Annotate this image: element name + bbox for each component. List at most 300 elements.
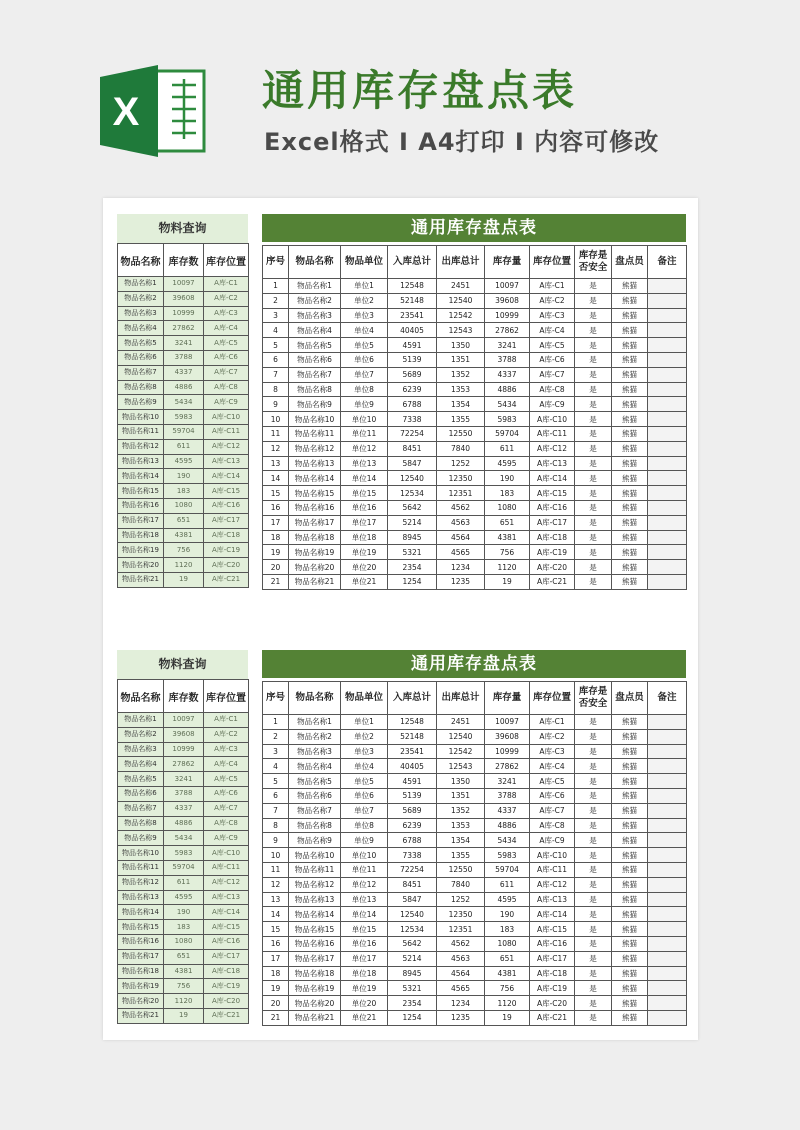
table-cell: 6 bbox=[263, 788, 289, 803]
lookup-row bbox=[118, 816, 249, 831]
table-cell: A库-C13 bbox=[530, 456, 575, 471]
table-cell bbox=[648, 729, 687, 744]
table-cell: 15 bbox=[263, 486, 289, 501]
table-cell bbox=[648, 471, 687, 486]
lookup-row bbox=[118, 742, 249, 757]
table-cell: 5139 bbox=[388, 352, 437, 367]
table-cell: 10097 bbox=[485, 279, 530, 294]
table-cell: 3 bbox=[263, 744, 289, 759]
lookup-cell: 物品名称2 bbox=[118, 727, 164, 742]
table-cell: 物品名称20 bbox=[289, 996, 341, 1011]
lookup-column-header: 库存位置 bbox=[204, 680, 249, 713]
table-cell: 756 bbox=[485, 545, 530, 560]
table-cell: 物品名称14 bbox=[289, 907, 341, 922]
lookup-cell: 物品名称20 bbox=[118, 994, 164, 1009]
table-cell: 8 bbox=[263, 818, 289, 833]
table-cell: 是 bbox=[575, 848, 612, 863]
table-cell: 是 bbox=[575, 560, 612, 575]
table-cell: 7338 bbox=[388, 412, 437, 427]
inventory-column-header: 出库总计 bbox=[437, 682, 485, 715]
table-cell: 单位3 bbox=[341, 744, 388, 759]
lookup-cell: 5983 bbox=[164, 846, 204, 861]
table-cell: A库-C8 bbox=[530, 382, 575, 397]
table-cell: 单位9 bbox=[341, 833, 388, 848]
lookup-cell: 4337 bbox=[164, 801, 204, 816]
table-cell: 是 bbox=[575, 515, 612, 530]
lookup-cell: A库-C3 bbox=[204, 306, 249, 321]
table-cell: 是 bbox=[575, 715, 612, 730]
lookup-cell: A库-C1 bbox=[204, 277, 249, 292]
table-cell: 物品名称8 bbox=[289, 818, 341, 833]
table-cell: A库-C5 bbox=[530, 774, 575, 789]
lookup-cell: A库-C13 bbox=[204, 890, 249, 905]
table-cell: 2451 bbox=[437, 279, 485, 294]
table-cell bbox=[648, 338, 687, 353]
table-cell: 物品名称4 bbox=[289, 759, 341, 774]
lookup-cell: 10999 bbox=[164, 306, 204, 321]
table-row bbox=[263, 848, 687, 863]
lookup-cell: A库-C21 bbox=[204, 1008, 249, 1023]
table-cell: 是 bbox=[575, 382, 612, 397]
table-cell: 9 bbox=[263, 833, 289, 848]
table-cell: 是 bbox=[575, 892, 612, 907]
lookup-cell: A库-C17 bbox=[204, 949, 249, 964]
table-row bbox=[263, 774, 687, 789]
table-cell: 5642 bbox=[388, 936, 437, 951]
table-cell: 27862 bbox=[485, 323, 530, 338]
lookup-cell: 物品名称4 bbox=[118, 321, 164, 336]
table-cell: 39608 bbox=[485, 293, 530, 308]
table-cell: 单位10 bbox=[341, 412, 388, 427]
table-cell bbox=[648, 774, 687, 789]
lookup-cell: A库-C18 bbox=[204, 528, 249, 543]
table-cell: 4886 bbox=[485, 382, 530, 397]
table-cell: 单位13 bbox=[341, 456, 388, 471]
table-cell: 物品名称15 bbox=[289, 922, 341, 937]
table-cell: 物品名称9 bbox=[289, 397, 341, 412]
table-row bbox=[263, 367, 687, 382]
table-cell: 1352 bbox=[437, 803, 485, 818]
table-cell: 单位11 bbox=[341, 426, 388, 441]
table-cell: 9 bbox=[263, 397, 289, 412]
lookup-cell: 物品名称14 bbox=[118, 905, 164, 920]
table-cell: 5434 bbox=[485, 397, 530, 412]
table-cell bbox=[648, 293, 687, 308]
lookup-row bbox=[118, 528, 249, 543]
table-cell: 52148 bbox=[388, 293, 437, 308]
lookup-cell: 物品名称3 bbox=[118, 306, 164, 321]
lookup-cell: A库-C8 bbox=[204, 380, 249, 395]
table-cell: 1355 bbox=[437, 412, 485, 427]
table-cell: 单位17 bbox=[341, 951, 388, 966]
table-cell: 2354 bbox=[388, 996, 437, 1011]
table-cell: 19 bbox=[263, 981, 289, 996]
table-cell: 物品名称13 bbox=[289, 456, 341, 471]
lookup-row bbox=[118, 572, 249, 587]
table-cell: 5689 bbox=[388, 803, 437, 818]
lookup-cell: 3241 bbox=[164, 772, 204, 787]
table-cell: 20 bbox=[263, 560, 289, 575]
table-cell: 12540 bbox=[437, 729, 485, 744]
table-cell bbox=[648, 715, 687, 730]
table-row bbox=[263, 981, 687, 996]
table-cell: 是 bbox=[575, 352, 612, 367]
table-cell: 6 bbox=[263, 352, 289, 367]
table-cell: 是 bbox=[575, 279, 612, 294]
lookup-cell: A库-C7 bbox=[204, 365, 249, 380]
inventory-column-header: 库存量 bbox=[485, 246, 530, 279]
inventory-column-header: 物品名称 bbox=[289, 246, 341, 279]
table-cell: 23541 bbox=[388, 308, 437, 323]
lookup-cell: 4337 bbox=[164, 365, 204, 380]
table-cell: 是 bbox=[575, 574, 612, 589]
lookup-row bbox=[118, 905, 249, 920]
table-cell: 5214 bbox=[388, 951, 437, 966]
table-cell: A库-C2 bbox=[530, 729, 575, 744]
lookup-cell: A库-C18 bbox=[204, 964, 249, 979]
table-cell: 熊猫 bbox=[612, 759, 648, 774]
table-cell: 熊猫 bbox=[612, 308, 648, 323]
lookup-cell: A库-C17 bbox=[204, 513, 249, 528]
table-cell: 12550 bbox=[437, 426, 485, 441]
table-cell: A库-C17 bbox=[530, 515, 575, 530]
table-cell: 熊猫 bbox=[612, 323, 648, 338]
page-header bbox=[0, 0, 800, 190]
table-cell: 熊猫 bbox=[612, 862, 648, 877]
table-cell: 是 bbox=[575, 981, 612, 996]
table-cell: 熊猫 bbox=[612, 877, 648, 892]
table-cell: 10 bbox=[263, 848, 289, 863]
table-cell: 物品名称16 bbox=[289, 500, 341, 515]
lookup-cell: 39608 bbox=[164, 727, 204, 742]
table-cell: 单位18 bbox=[341, 966, 388, 981]
table-cell: 1350 bbox=[437, 774, 485, 789]
lookup-column-header: 物品名称 bbox=[118, 680, 164, 713]
table-cell: 4562 bbox=[437, 500, 485, 515]
lookup-cell: 物品名称16 bbox=[118, 934, 164, 949]
table-cell: 5983 bbox=[485, 848, 530, 863]
table-cell: 5847 bbox=[388, 892, 437, 907]
table-cell: 6239 bbox=[388, 382, 437, 397]
table-cell: 单位12 bbox=[341, 441, 388, 456]
table-cell: A库-C5 bbox=[530, 338, 575, 353]
lookup-cell: 物品名称11 bbox=[118, 424, 164, 439]
lookup-row bbox=[118, 336, 249, 351]
table-cell bbox=[648, 397, 687, 412]
table-cell: 3241 bbox=[485, 338, 530, 353]
table-cell: 4564 bbox=[437, 530, 485, 545]
table-cell: 熊猫 bbox=[612, 382, 648, 397]
table-row bbox=[263, 862, 687, 877]
lookup-row bbox=[118, 321, 249, 336]
lookup-cell: 611 bbox=[164, 439, 204, 454]
table-cell: 1355 bbox=[437, 848, 485, 863]
table-cell: 5214 bbox=[388, 515, 437, 530]
table-row bbox=[263, 759, 687, 774]
lookup-cell: 10999 bbox=[164, 742, 204, 757]
table-cell: 1235 bbox=[437, 574, 485, 589]
table-cell: A库-C3 bbox=[530, 744, 575, 759]
table-cell: 3788 bbox=[485, 788, 530, 803]
inventory-column-header: 出库总计 bbox=[437, 246, 485, 279]
table-cell: 4337 bbox=[485, 367, 530, 382]
table-cell: 熊猫 bbox=[612, 744, 648, 759]
inventory-column-header: 物品名称 bbox=[289, 682, 341, 715]
table-row bbox=[263, 412, 687, 427]
table-row bbox=[263, 456, 687, 471]
table-cell: A库-C7 bbox=[530, 367, 575, 382]
lookup-cell: 物品名称19 bbox=[118, 979, 164, 994]
lookup-cell: A库-C6 bbox=[204, 350, 249, 365]
table-cell: A库-C3 bbox=[530, 308, 575, 323]
table-cell: 183 bbox=[485, 486, 530, 501]
table-cell: 是 bbox=[575, 412, 612, 427]
table-row bbox=[263, 922, 687, 937]
table-cell: 是 bbox=[575, 1010, 612, 1025]
lookup-cell: 物品名称9 bbox=[118, 831, 164, 846]
inventory-column-header: 备注 bbox=[648, 246, 687, 279]
table-cell: 12350 bbox=[437, 471, 485, 486]
table-cell: 单位14 bbox=[341, 471, 388, 486]
table-cell: 单位1 bbox=[341, 715, 388, 730]
lookup-cell: A库-C19 bbox=[204, 543, 249, 558]
table-cell: 是 bbox=[575, 456, 612, 471]
table-cell: 19 bbox=[485, 574, 530, 589]
table-cell: 1 bbox=[263, 279, 289, 294]
table-cell: 物品名称15 bbox=[289, 486, 341, 501]
table-cell: 熊猫 bbox=[612, 441, 648, 456]
table-cell: 是 bbox=[575, 833, 612, 848]
table-cell: A库-C4 bbox=[530, 759, 575, 774]
table-cell: 5321 bbox=[388, 545, 437, 560]
lookup-cell: A库-C7 bbox=[204, 801, 249, 816]
table-cell: 单位2 bbox=[341, 729, 388, 744]
table-cell: 1235 bbox=[437, 1010, 485, 1025]
table-cell: 是 bbox=[575, 545, 612, 560]
lookup-cell: 物品名称15 bbox=[118, 484, 164, 499]
table-cell: 是 bbox=[575, 877, 612, 892]
table-cell: 1234 bbox=[437, 996, 485, 1011]
lookup-cell: 5983 bbox=[164, 410, 204, 425]
table-cell: A库-C16 bbox=[530, 500, 575, 515]
table-cell: 是 bbox=[575, 788, 612, 803]
lookup-cell: 物品名称12 bbox=[118, 439, 164, 454]
table-cell: 5689 bbox=[388, 367, 437, 382]
inventory-column-header: 库存量 bbox=[485, 682, 530, 715]
lookup-cell: 物品名称17 bbox=[118, 949, 164, 964]
table-cell: 熊猫 bbox=[612, 981, 648, 996]
table-cell: 物品名称8 bbox=[289, 382, 341, 397]
table-cell: 5 bbox=[263, 774, 289, 789]
table-cell: 1234 bbox=[437, 560, 485, 575]
lookup-row bbox=[118, 513, 249, 528]
table-row bbox=[263, 1010, 687, 1025]
table-cell: 是 bbox=[575, 907, 612, 922]
table-cell: 单位20 bbox=[341, 560, 388, 575]
table-cell: 4337 bbox=[485, 803, 530, 818]
lookup-cell: 4886 bbox=[164, 380, 204, 395]
table-cell: 熊猫 bbox=[612, 788, 648, 803]
table-cell: 物品名称7 bbox=[289, 367, 341, 382]
table-row bbox=[263, 715, 687, 730]
lookup-cell: 物品名称13 bbox=[118, 890, 164, 905]
table-cell bbox=[648, 382, 687, 397]
inventory-column-header: 盘点员 bbox=[612, 682, 648, 715]
table-cell bbox=[648, 877, 687, 892]
lookup-row bbox=[118, 558, 249, 573]
table-cell: 熊猫 bbox=[612, 966, 648, 981]
table-cell: 是 bbox=[575, 293, 612, 308]
table-cell: 7840 bbox=[437, 877, 485, 892]
table-row bbox=[263, 907, 687, 922]
table-row bbox=[263, 515, 687, 530]
table-cell: 190 bbox=[485, 907, 530, 922]
table-cell: 单位2 bbox=[341, 293, 388, 308]
table-cell: 单位20 bbox=[341, 996, 388, 1011]
lookup-cell: A库-C5 bbox=[204, 336, 249, 351]
table-cell: 6788 bbox=[388, 833, 437, 848]
table-cell: 4381 bbox=[485, 966, 530, 981]
table-cell: 4565 bbox=[437, 981, 485, 996]
lookup-row bbox=[118, 860, 249, 875]
table-row bbox=[263, 951, 687, 966]
inventory-column-header: 备注 bbox=[648, 682, 687, 715]
table-cell bbox=[648, 574, 687, 589]
table-cell: A库-C17 bbox=[530, 951, 575, 966]
lookup-row bbox=[118, 801, 249, 816]
table-cell: 12540 bbox=[388, 907, 437, 922]
table-cell: 是 bbox=[575, 966, 612, 981]
table-cell: 12 bbox=[263, 441, 289, 456]
table-cell: 21 bbox=[263, 1010, 289, 1025]
lookup-cell: 4595 bbox=[164, 890, 204, 905]
table-cell: 单位8 bbox=[341, 382, 388, 397]
lookup-row bbox=[118, 757, 249, 772]
lookup-cell: 190 bbox=[164, 469, 204, 484]
table-cell: 是 bbox=[575, 922, 612, 937]
table-cell bbox=[648, 1010, 687, 1025]
table-cell: 熊猫 bbox=[612, 729, 648, 744]
table-cell: A库-C20 bbox=[530, 560, 575, 575]
table-cell: 物品名称9 bbox=[289, 833, 341, 848]
lookup-cell: 4595 bbox=[164, 454, 204, 469]
table-cell: 8945 bbox=[388, 530, 437, 545]
lookup-row bbox=[118, 543, 249, 558]
table-cell: 6239 bbox=[388, 818, 437, 833]
table-cell: 是 bbox=[575, 367, 612, 382]
table-cell: A库-C11 bbox=[530, 862, 575, 877]
table-cell: A库-C1 bbox=[530, 279, 575, 294]
table-row bbox=[263, 486, 687, 501]
table-cell: 单位17 bbox=[341, 515, 388, 530]
table-cell: 2 bbox=[263, 729, 289, 744]
lookup-cell: 27862 bbox=[164, 757, 204, 772]
table-cell: 是 bbox=[575, 744, 612, 759]
lookup-row bbox=[118, 424, 249, 439]
table-cell bbox=[648, 279, 687, 294]
logo-letter: X bbox=[112, 90, 140, 134]
table-cell: 3 bbox=[263, 308, 289, 323]
lookup-cell: 物品名称1 bbox=[118, 277, 164, 292]
table-cell: 7840 bbox=[437, 441, 485, 456]
table-cell: 熊猫 bbox=[612, 426, 648, 441]
table-cell: A库-C21 bbox=[530, 574, 575, 589]
table-cell: 15 bbox=[263, 922, 289, 937]
table-cell: 物品名称11 bbox=[289, 862, 341, 877]
table-cell: 物品名称13 bbox=[289, 892, 341, 907]
table-row bbox=[263, 500, 687, 515]
lookup-cell: 756 bbox=[164, 979, 204, 994]
lookup-cell: A库-C5 bbox=[204, 772, 249, 787]
table-cell bbox=[648, 560, 687, 575]
table-cell: A库-C18 bbox=[530, 966, 575, 981]
table-cell: 12351 bbox=[437, 922, 485, 937]
lookup-column-header: 库存位置 bbox=[204, 244, 249, 277]
lookup-cell: 651 bbox=[164, 513, 204, 528]
table-cell bbox=[648, 759, 687, 774]
lookup-cell: A库-C21 bbox=[204, 572, 249, 587]
table-cell: 物品名称21 bbox=[289, 574, 341, 589]
table-cell: 1120 bbox=[485, 996, 530, 1011]
table-row bbox=[263, 966, 687, 981]
table-cell: 熊猫 bbox=[612, 500, 648, 515]
table-cell bbox=[648, 848, 687, 863]
table-cell: 1 bbox=[263, 715, 289, 730]
table-cell: A库-C10 bbox=[530, 848, 575, 863]
lookup-cell: 物品名称7 bbox=[118, 365, 164, 380]
table-row bbox=[263, 574, 687, 589]
table-cell: 4886 bbox=[485, 818, 530, 833]
lookup-cell: 1120 bbox=[164, 994, 204, 1009]
table-cell: 10999 bbox=[485, 308, 530, 323]
table-cell bbox=[648, 412, 687, 427]
table-cell: 12542 bbox=[437, 744, 485, 759]
table-cell: A库-C9 bbox=[530, 833, 575, 848]
table-cell: 1254 bbox=[388, 1010, 437, 1025]
lookup-cell: 10097 bbox=[164, 713, 204, 728]
table-cell: 单位21 bbox=[341, 574, 388, 589]
table-cell: 单位11 bbox=[341, 862, 388, 877]
inventory-column-header: 库存是否安全 bbox=[575, 682, 612, 715]
table-cell: 熊猫 bbox=[612, 486, 648, 501]
lookup-cell: 10097 bbox=[164, 277, 204, 292]
table-cell: 物品名称10 bbox=[289, 412, 341, 427]
lookup-row bbox=[118, 875, 249, 890]
table-cell: 5847 bbox=[388, 456, 437, 471]
table-cell: 1353 bbox=[437, 818, 485, 833]
lookup-cell: 756 bbox=[164, 543, 204, 558]
lookup-cell: 物品名称6 bbox=[118, 350, 164, 365]
lookup-cell: A库-C12 bbox=[204, 875, 249, 890]
lookup-row bbox=[118, 772, 249, 787]
table-cell bbox=[648, 426, 687, 441]
table-row bbox=[263, 936, 687, 951]
lookup-cell: 物品名称9 bbox=[118, 395, 164, 410]
lookup-cell: A库-C20 bbox=[204, 558, 249, 573]
table-cell: 是 bbox=[575, 397, 612, 412]
lookup-cell: 190 bbox=[164, 905, 204, 920]
table-cell: A库-C12 bbox=[530, 441, 575, 456]
table-cell: 物品名称7 bbox=[289, 803, 341, 818]
lookup-cell: 183 bbox=[164, 484, 204, 499]
table-cell bbox=[648, 922, 687, 937]
table-cell: 熊猫 bbox=[612, 715, 648, 730]
lookup-cell: 物品名称7 bbox=[118, 801, 164, 816]
table-cell: 物品名称17 bbox=[289, 515, 341, 530]
lookup-row bbox=[118, 949, 249, 964]
table-cell: 物品名称5 bbox=[289, 774, 341, 789]
table-cell: 611 bbox=[485, 441, 530, 456]
